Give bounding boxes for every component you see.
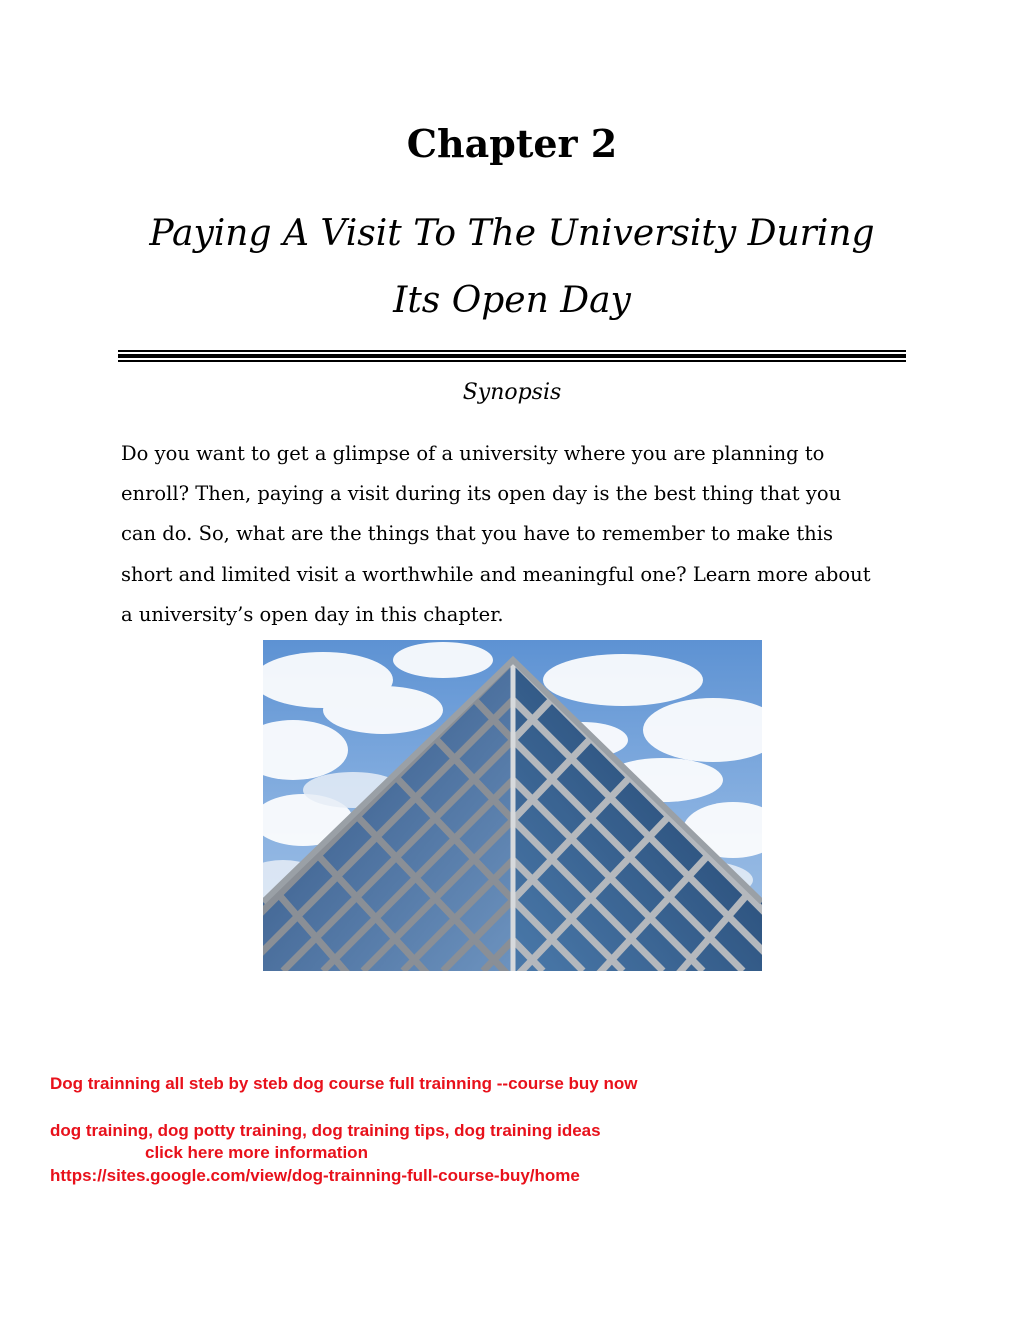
promo-click-here-link[interactable]: click here more information <box>145 1143 368 1162</box>
synopsis-line: enroll? Then, paying a visit during its open day is the best thing that you <box>121 482 842 506</box>
synopsis-paragraph <box>121 434 911 635</box>
synopsis-line: can do. So, what are the things that you have to remember to make this <box>121 522 833 546</box>
chapter-title-line-1: Paying A Visit To The University During <box>149 213 875 254</box>
promo-line-keywords[interactable]: dog training, dog potty training, dog training tips, dog training ideas <box>50 1121 601 1140</box>
promo-url-link[interactable]: https://sites.google.com/view/dog-trainning-full-course-buy/home <box>50 1166 580 1185</box>
synopsis-heading: Synopsis <box>462 380 562 405</box>
chapter-title-line-2: Its Open Day <box>393 280 631 321</box>
pyramid-building-photo <box>263 640 762 971</box>
chapter-title <box>112 200 912 334</box>
promo-line-course[interactable]: Dog trainning all steb by steb dog course full trainning --course buy now <box>50 1074 638 1093</box>
synopsis-line: short and limited visit a worthwhile and meaningful one? Learn more about <box>121 562 871 586</box>
chapter-number: Chapter 2 <box>406 121 618 166</box>
synopsis-line: Do you want to get a glimpse of a university where you are planning to <box>121 442 825 465</box>
synopsis-line: a university’s open day in this chapter. <box>121 602 504 626</box>
title-divider <box>118 350 906 364</box>
